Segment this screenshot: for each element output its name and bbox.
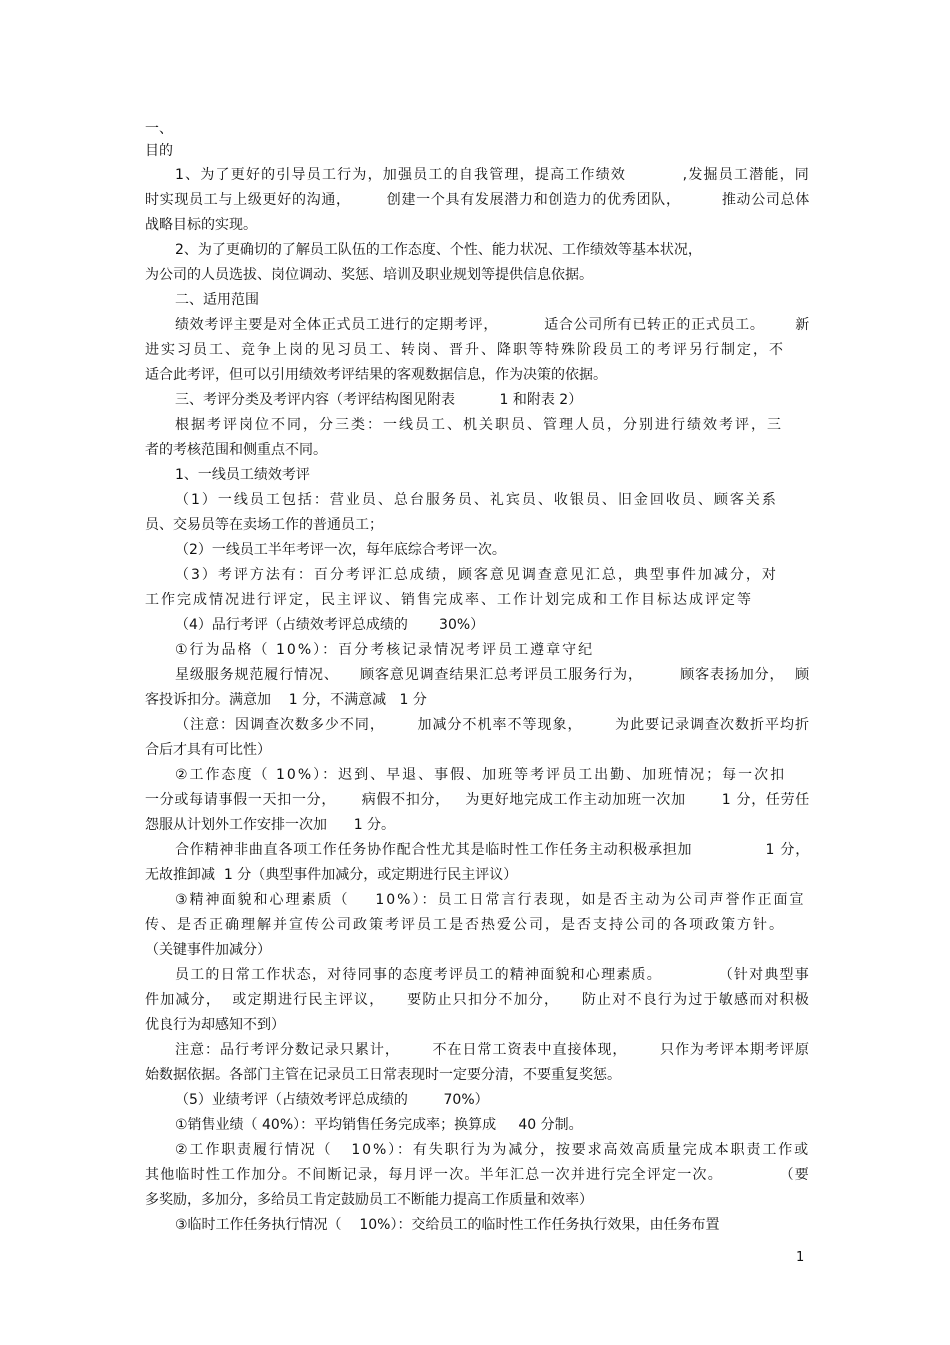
page-number: 1: [796, 1250, 805, 1265]
text-line: [145, 138, 810, 164]
text-line: [145, 812, 810, 838]
text-line: [175, 612, 810, 638]
text-line-content: 合作精神非曲直各项工作任务协作配合性尤其是临时性工作任务主动积极承担加 1 分，: [175, 842, 810, 858]
text-line-content: 工作完成情况进行评定，民主评议、销售完成率、工作计划完成和工作目标达成评定等: [145, 592, 753, 608]
text-line: [145, 437, 810, 463]
text-line-content: 一分或每请事假一天扣一分， 病假不扣分， 为更好地完成工作主动加班一次加 1 分，任劳任: [145, 792, 810, 808]
text-line-content: ①销售业绩（ 40%）：平均销售任务完成率；换算成 40 分制。: [175, 1117, 583, 1133]
text-line-content: 战略目标的实现。: [145, 217, 257, 233]
text-line: [145, 362, 810, 388]
text-line-content: 1、为了更好的引导员工行为，加强员工的自我管理，提高工作绩效 ,发掘员工潜能，同: [175, 167, 810, 183]
text-line: [175, 1137, 810, 1163]
text-line-content: 根据考评岗位不同，分三类：一线员工、机关职员、管理人员，分别进行绩效考评，三: [175, 417, 783, 433]
text-line: [145, 1062, 810, 1088]
text-line-content: （2）一线员工半年考评一次，每年底综合考评一次。: [175, 542, 506, 558]
text-line-content: （注意：因调查次数多少不同， 加减分不机率不等现象， 为此要记录调查次数折平均折: [175, 717, 810, 733]
text-line: [145, 587, 810, 613]
text-line: [145, 1162, 810, 1188]
text-line: [175, 887, 810, 913]
text-line-content: （5）业绩考评（占绩效考评总成绩的 70%）: [175, 1092, 489, 1108]
text-line: [145, 787, 810, 813]
text-line: [145, 937, 810, 963]
text-line: [175, 562, 810, 588]
text-line: [175, 412, 810, 438]
text-line-content: （3）考评方法有：百分考评汇总成绩，顾客意见调查意见汇总，典型事件加减分，对: [175, 567, 778, 583]
text-line-content: 优良行为却感知不到）: [145, 1017, 285, 1033]
text-line-content: 员工的日常工作状态，对待同事的态度考评员工的精神面貌和心理素质。 （针对典型事: [175, 967, 810, 983]
text-line: [145, 512, 810, 538]
text-line-content: 目的: [145, 143, 173, 159]
text-line-content: 多奖励，多加分，多给员工肯定鼓励员工不断能力提高工作质量和效率）: [145, 1192, 593, 1208]
text-line: [175, 962, 810, 988]
text-line-content: 1、一线员工绩效考评: [175, 467, 310, 483]
text-line-content: ②工作职责履行情况（ 10%）：有失职行为为减分，按要求高效高质量完成本职责工作或: [175, 1142, 810, 1158]
text-line: [175, 387, 810, 413]
text-line: [175, 312, 810, 338]
text-line-content: 进实习员工、竞争上岗的见习员工、转岗、晋升、降职等特殊阶段员工的考评另行制定，不: [145, 342, 785, 358]
text-line-content: 二、适用范围: [175, 292, 259, 308]
text-line: [175, 762, 810, 788]
text-line-content: 员、交易员等在卖场工作的普通员工；: [145, 517, 383, 533]
text-line-content: 无故推卸减 1 分（典型事件加减分，或定期进行民主评议）: [145, 867, 518, 883]
text-line-content: 合后才具有可比性）: [145, 742, 271, 758]
text-line-content: 怨服从计划外工作安排一次加 1 分。: [145, 817, 396, 833]
text-line: [175, 487, 810, 513]
text-line: [145, 1187, 810, 1213]
text-line-content: 2、为了更确切的了解员工队伍的工作态度、个性、能力状况、工作绩效等基本状况，: [175, 242, 702, 258]
text-line: [175, 637, 810, 663]
text-line: [175, 237, 810, 263]
text-line: [175, 1087, 810, 1113]
text-line-content: 一、: [145, 121, 173, 137]
text-line-content: 者的考核范围和侧重点不同。: [145, 442, 327, 458]
text-line-content: 注意：品行考评分数记录只累计， 不在日常工资表中直接体现， 只作为考评本期考评原: [175, 1042, 810, 1058]
text-line-content: （4）品行考评（占绩效考评总成绩的 30%）: [175, 617, 485, 633]
text-line-content: 时实现员工与上级更好的沟通， 创建一个具有发展潜力和创造力的优秀团队， 推动公司总体: [145, 192, 810, 208]
text-line: [145, 1012, 810, 1038]
text-line: [145, 862, 810, 888]
text-line: [175, 537, 810, 563]
text-line-content: 始数据依据。各部门主管在记录员工日常表现时一定要分清，不要重复奖惩。: [145, 1067, 621, 1083]
text-line-content: 三、考评分类及考评内容（考评结构图见附表 1 和附表 2）: [175, 392, 583, 408]
text-line-content: ①行为品格（ 10%）：百分考核记录情况考评员工遵章守纪: [175, 642, 595, 658]
text-line: [145, 187, 810, 213]
text-line-content: 客投诉扣分。满意加 1 分，不满意减 1 分: [145, 692, 427, 708]
text-line: [175, 287, 810, 313]
text-line: [175, 1112, 810, 1138]
text-line: [145, 687, 810, 713]
text-line: [175, 1212, 810, 1238]
text-line-content: （1）一线员工包括：营业员、总台服务员、礼宾员、收银员、旧金回收员、顾客关系: [175, 492, 778, 508]
text-line-content: ③临时工作任务执行情况（ 10%）：交给员工的临时性工作任务执行效果，由任务布置: [175, 1217, 720, 1233]
text-line: [145, 262, 810, 288]
text-line: [145, 987, 810, 1013]
text-line-content: ②工作态度（ 10%）：迟到、早退、事假、加班等考评员工出勤、加班情况；每一次扣: [175, 767, 787, 783]
text-line-content: 星级服务规范履行情况、 顾客意见调查结果汇总考评员工服务行为， 顾客表扬加分， 顾: [175, 667, 810, 683]
text-line: [175, 1037, 810, 1063]
text-line: [175, 162, 810, 188]
text-line: [145, 337, 810, 363]
text-line: [175, 712, 810, 738]
text-line-content: 适合此考评，但可以引用绩效考评结果的客观数据信息，作为决策的依据。: [145, 367, 607, 383]
text-line-content: ③精神面貌和心理素质（ 10%）：员工日常言行表现，如是否主动为公司声誉作正面宣: [175, 892, 806, 908]
text-line-content: 传、是否正确理解并宣传公司政策考评员工是否热爱公司，是否支持公司的各项政策方针。: [145, 917, 785, 933]
text-line: [175, 462, 810, 488]
text-line: [145, 912, 810, 938]
text-line-content: 件加减分， 或定期进行民主评议， 要防止只扣分不加分， 防止对不良行为过于敏感而对积极: [145, 992, 810, 1008]
text-line: [175, 837, 810, 863]
text-line: [145, 212, 810, 238]
text-line-content: 绩效考评主要是对全体正式员工进行的定期考评， 适合公司所有已转正的正式员工。 新: [175, 317, 810, 333]
text-line: [175, 662, 810, 688]
text-line-content: 其他临时性工作加分。不间断记录，每月评一次。半年汇总一次并进行完全评定一次。 （要: [145, 1167, 810, 1183]
text-line-content: 为公司的人员选拔、岗位调动、奖惩、培训及职业规划等提供信息依据。: [145, 267, 593, 283]
text-line: [145, 737, 810, 763]
text-line-content: （关键事件加减分）: [145, 942, 271, 958]
